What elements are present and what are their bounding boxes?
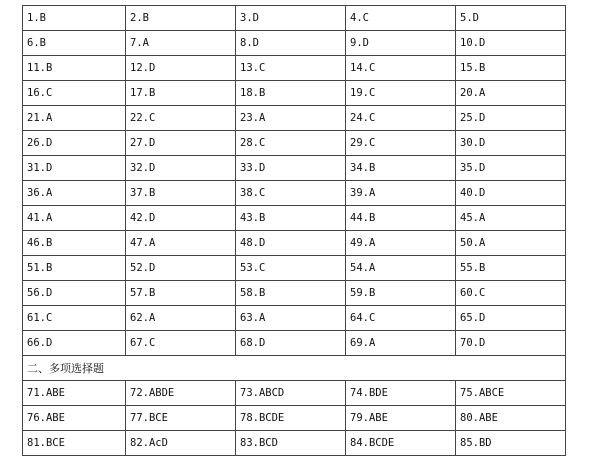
- answer-cell: 84.BCDE: [346, 431, 456, 456]
- answer-cell: 56.D: [23, 281, 126, 306]
- answer-cell: 55.B: [456, 256, 566, 281]
- answer-cell: 25.D: [456, 106, 566, 131]
- table-row: [23, 231, 566, 256]
- answer-cell: 83.BCD: [236, 431, 346, 456]
- answer-cell: 1.B: [23, 6, 126, 31]
- answer-cell: 14.C: [346, 56, 456, 81]
- answer-cell: 80.ABE: [456, 406, 566, 431]
- answer-cell: 58.B: [236, 281, 346, 306]
- single-choice-answers: [23, 6, 566, 356]
- table-row: [23, 6, 566, 31]
- answer-cell: 49.A: [346, 231, 456, 256]
- answer-cell: 17.B: [126, 81, 236, 106]
- answer-cell: 64.C: [346, 306, 456, 331]
- answer-cell: 22.C: [126, 106, 236, 131]
- answer-cell: 54.A: [346, 256, 456, 281]
- answer-cell: 46.B: [23, 231, 126, 256]
- answer-cell: 11.B: [23, 56, 126, 81]
- answer-cell: 12.D: [126, 56, 236, 81]
- multiple-choice-answers: [23, 381, 566, 456]
- answer-cell: 19.C: [346, 81, 456, 106]
- answer-cell: 82.AcD: [126, 431, 236, 456]
- answer-cell: 44.B: [346, 206, 456, 231]
- answer-cell: 26.D: [23, 131, 126, 156]
- table-row: [23, 181, 566, 206]
- answer-cell: 59.B: [346, 281, 456, 306]
- answer-cell: 63.A: [236, 306, 346, 331]
- answer-cell: 40.D: [456, 181, 566, 206]
- answer-cell: 66.D: [23, 331, 126, 356]
- table-row: [23, 306, 566, 331]
- answer-cell: 61.C: [23, 306, 126, 331]
- answer-cell: 76.ABE: [23, 406, 126, 431]
- answer-cell: 27.D: [126, 131, 236, 156]
- answer-cell: 38.C: [236, 181, 346, 206]
- table-row: [23, 331, 566, 356]
- answer-cell: 36.A: [23, 181, 126, 206]
- answer-cell: 47.A: [126, 231, 236, 256]
- answer-cell: 32.D: [126, 156, 236, 181]
- answer-cell: 9.D: [346, 31, 456, 56]
- answer-cell: 28.C: [236, 131, 346, 156]
- table-row: [23, 156, 566, 181]
- answer-cell: 51.B: [23, 256, 126, 281]
- answer-cell: 39.A: [346, 181, 456, 206]
- answer-cell: 53.C: [236, 256, 346, 281]
- table-row: [23, 106, 566, 131]
- answer-cell: 34.B: [346, 156, 456, 181]
- answer-cell: 52.D: [126, 256, 236, 281]
- section-header-row: [23, 356, 566, 381]
- table-row: [23, 406, 566, 431]
- table-row: [23, 431, 566, 456]
- answer-cell: 8.D: [236, 31, 346, 56]
- table-row: [23, 131, 566, 156]
- answer-cell: 65.D: [456, 306, 566, 331]
- answer-cell: 62.A: [126, 306, 236, 331]
- answer-cell: 7.A: [126, 31, 236, 56]
- answer-cell: 50.A: [456, 231, 566, 256]
- table-row: [23, 31, 566, 56]
- answer-cell: 6.B: [23, 31, 126, 56]
- answer-cell: 85.BD: [456, 431, 566, 456]
- table-row: [23, 256, 566, 281]
- answer-cell: 60.C: [456, 281, 566, 306]
- answer-cell: 70.D: [456, 331, 566, 356]
- answer-cell: 21.A: [23, 106, 126, 131]
- table-row: [23, 56, 566, 81]
- answer-cell: 37.B: [126, 181, 236, 206]
- answer-cell: 78.BCDE: [236, 406, 346, 431]
- answer-cell: 45.A: [456, 206, 566, 231]
- answer-cell: 20.A: [456, 81, 566, 106]
- answer-cell: 23.A: [236, 106, 346, 131]
- section-title: 二、多项选择题: [23, 356, 566, 381]
- multiple-choice-section: [23, 356, 566, 381]
- table-row: [23, 281, 566, 306]
- answer-cell: 75.ABCE: [456, 381, 566, 406]
- answer-cell: 81.BCE: [23, 431, 126, 456]
- answer-cell: 79.ABE: [346, 406, 456, 431]
- answer-cell: 31.D: [23, 156, 126, 181]
- answer-cell: 42.D: [126, 206, 236, 231]
- answer-cell: 10.D: [456, 31, 566, 56]
- table-row: [23, 381, 566, 406]
- answer-cell: 2.B: [126, 6, 236, 31]
- table-row: [23, 206, 566, 231]
- answer-cell: 35.D: [456, 156, 566, 181]
- answer-cell: 3.D: [236, 6, 346, 31]
- answer-cell: 29.C: [346, 131, 456, 156]
- answer-cell: 16.C: [23, 81, 126, 106]
- answer-cell: 69.A: [346, 331, 456, 356]
- answer-cell: 43.B: [236, 206, 346, 231]
- table-row: [23, 81, 566, 106]
- answer-cell: 4.C: [346, 6, 456, 31]
- answer-cell: 13.C: [236, 56, 346, 81]
- answer-cell: 30.D: [456, 131, 566, 156]
- answer-cell: 67.C: [126, 331, 236, 356]
- answer-key-table: [22, 5, 566, 456]
- answer-cell: 41.A: [23, 206, 126, 231]
- answer-cell: 15.B: [456, 56, 566, 81]
- answer-cell: 57.B: [126, 281, 236, 306]
- answer-cell: 74.BDE: [346, 381, 456, 406]
- answer-cell: 5.D: [456, 6, 566, 31]
- answer-cell: 71.ABE: [23, 381, 126, 406]
- answer-cell: 68.D: [236, 331, 346, 356]
- answer-cell: 24.C: [346, 106, 456, 131]
- answer-cell: 33.D: [236, 156, 346, 181]
- answer-cell: 72.ABDE: [126, 381, 236, 406]
- answer-cell: 48.D: [236, 231, 346, 256]
- answer-cell: 18.B: [236, 81, 346, 106]
- answer-cell: 73.ABCD: [236, 381, 346, 406]
- answer-cell: 77.BCE: [126, 406, 236, 431]
